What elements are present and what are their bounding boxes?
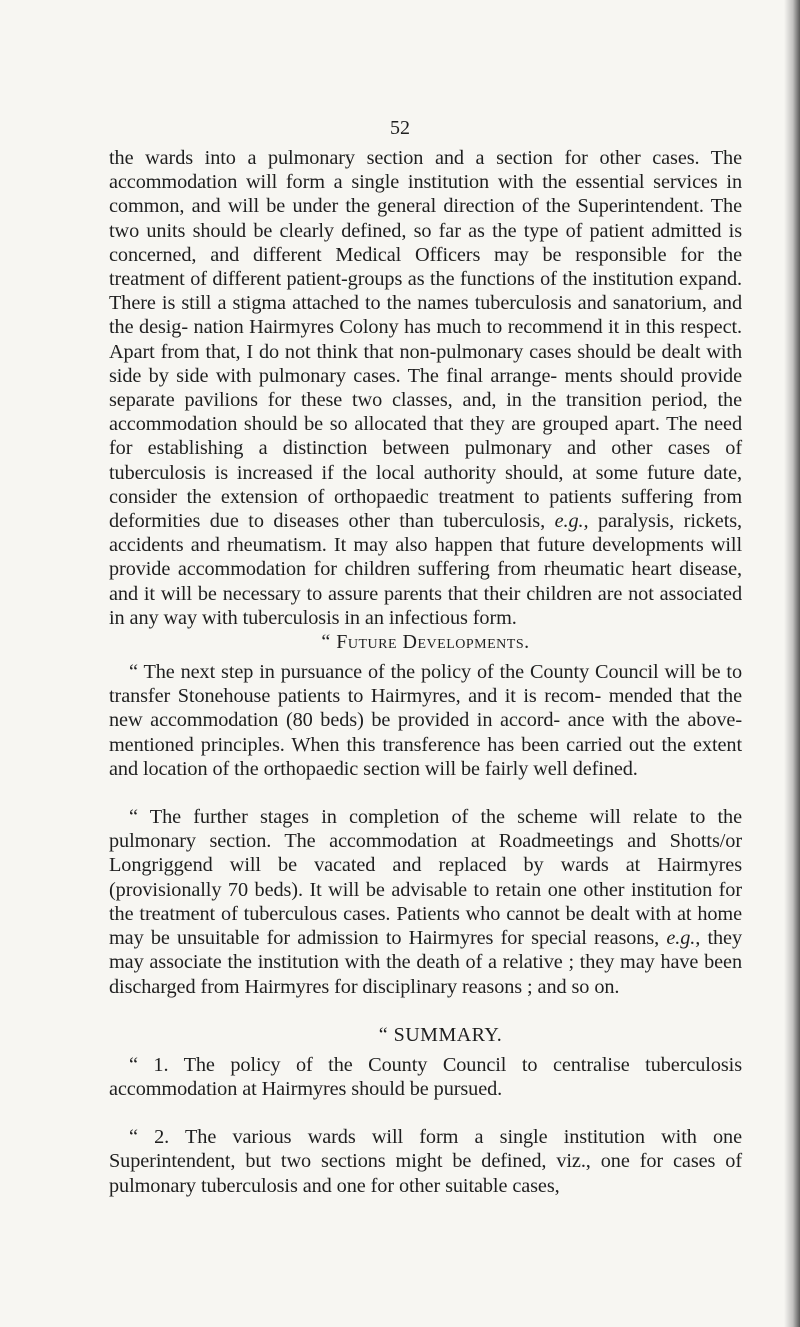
- heading-summary: “ SUMMARY.: [378, 1023, 503, 1046]
- heading-future-developments: “ Future Developments.: [321, 631, 530, 654]
- paragraph-wards-end: paralysis, rickets, accidents and rheumatism. It may also happen that future developments will provide accommodation for children suffering from rheumatic heart disease, and it will be necessary to assure parents that their children are not associated in any way with tuberculosis in an infectious form.: [109, 510, 742, 629]
- paragraph-next-step: “ The next step in pursuance of the policy of the County Council will be to transfer Stonehouse patients to Hairmyres, and it is recom- mended that the new accommodation (80 beds) be provided in accord- ance with the above-mentioned principles. When this transference has been carried out the extent and location of the orthopaedic section will be fairly well defined.: [109, 661, 742, 780]
- paragraph-wards: [109, 146, 742, 630]
- paragraph-further-stages: [109, 805, 742, 999]
- summary-item-1: “ 1. The policy of the County Council to centralise tuberculosis accommodation at Hairmyres should be pursued.: [109, 1053, 742, 1100]
- page-number: 52: [390, 117, 410, 139]
- paragraph-further-stages-text: “ The further stages in completion of the scheme will relate to the pulmonary section. The accommodation at Roadmeetings and Shotts/or Longriggend will be vacated and replaced by wards at Hairmyres (provisionally 70 beds). It will be advisable to retain one other institution for the treatment of tuberculous cases. Patients who cannot be dealt with at home may be unsuitable for admission to Hairmyres for special reasons,: [109, 806, 742, 950]
- summary-item-2: “ 2. The various wards will form a single institution with one Superintendent, but two sections might be defined, viz., one for cases of pulmonary tuberculosis and one for other suitable cases,: [109, 1126, 742, 1197]
- text-column: [109, 146, 742, 1198]
- page-edge-shadow: [784, 0, 800, 1327]
- eg-abbreviation: e.g.,: [666, 927, 701, 950]
- paragraph-further-stages-end: they may associate the institution with the death of a relative ; they may have been discharged from Hairmyres for disciplinary reasons ; and so on.: [109, 927, 742, 998]
- eg-abbreviation: e.g.,: [554, 510, 589, 533]
- paragraph-wards-text: the wards into a pulmonary section and a section for other cases. The accommodation will form a single institution with the essential services in common, and will be under the general direction of the Superintendent. The two units should be clearly defined, so far as the type of patient admitted is concerned, and different Medical Officers may be responsible for the treatment of different patient-groups as the functions of the institution expand. There is still a stigma attached to the names tuberculosis and sanatorium, and the desig- nation Hairmyres Colony has much to recommend it in this respect. Apart from that, I do not think that non-pulmonary cases should be dealt with side by side with pulmonary cases. The final arrange- ments should provide separate pavilions for these two classes, and, in the transition period, the accommodation should be so allocated that they are grouped apart. The need for establishing a distinction between pulmonary and other cases of tuberculosis is increased if the local authority should, at some future date, consider the extension of orthopaedic treatment to patients suffering from deformities due to diseases other than tuberculosis,: [109, 147, 742, 533]
